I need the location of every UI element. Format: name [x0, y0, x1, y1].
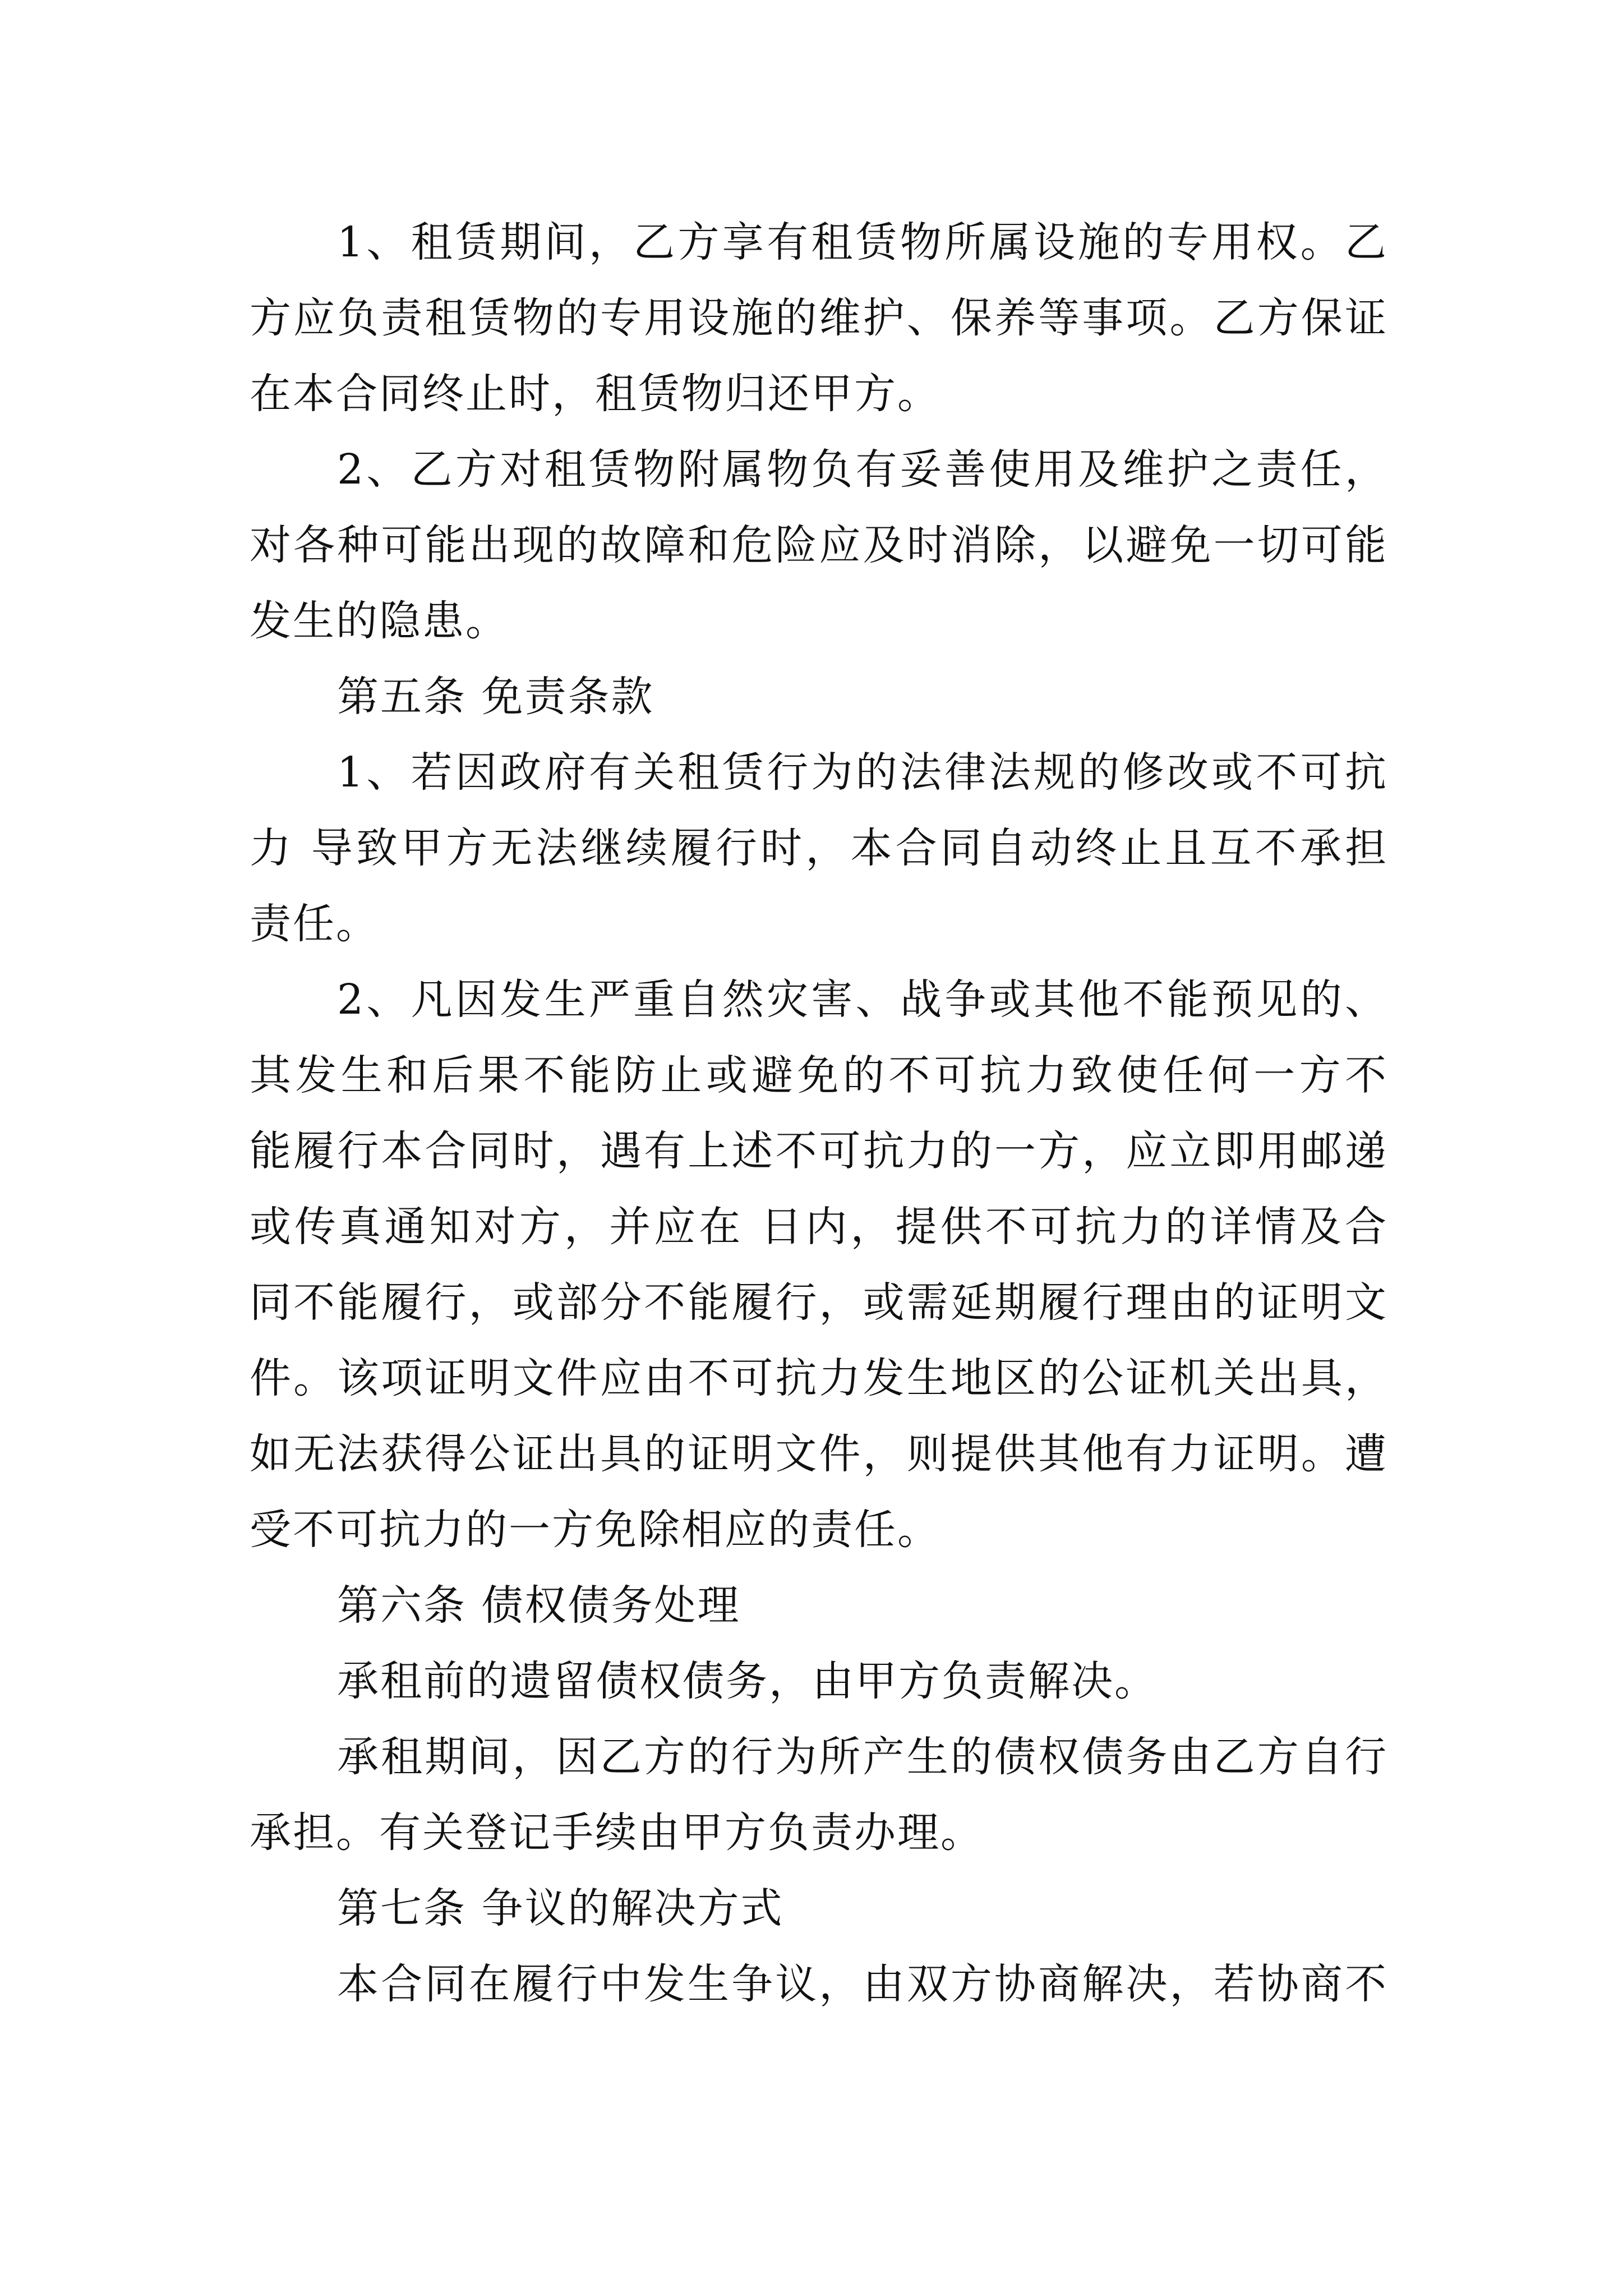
- text-line: 承担。有关登记手续由甲方负责办理。: [250, 1809, 984, 1857]
- text-line: 方应负责租赁物的专用设施的维护、保养等事项。乙方保证: [250, 294, 1388, 342]
- text-line: 发生的隐患。: [250, 597, 509, 645]
- text-line: 力 导致甲方无法继续履行时，本合同自动终止且互不承担: [250, 824, 1388, 872]
- text-line: 受不可抗力的一方免除相应的责任。: [250, 1506, 940, 1554]
- section-heading: 第七条 争议的解决方式: [337, 1884, 784, 1932]
- section-heading: 第六条 债权债务处理: [337, 1581, 741, 1630]
- text-line: 在本合同终止时，租赁物归还甲方。: [250, 370, 940, 418]
- text-line: 同不能履行，或部分不能履行，或需延期履行理由的证明文: [250, 1278, 1388, 1327]
- text-line: 对各种可能出现的故障和危险应及时消除，以避免一切可能: [250, 521, 1388, 569]
- text-line: 1、租赁期间，乙方享有租赁物所属设施的专用权。乙: [337, 218, 1388, 266]
- text-line: 能履行本合同时，遇有上述不可抗力的一方，应立即用邮递: [250, 1127, 1388, 1175]
- section-heading: 第五条 免责条款: [337, 673, 654, 721]
- text-line: 2、凡因发生严重自然灾害、战争或其他不能预见的、: [337, 976, 1388, 1024]
- text-line: 责任。: [250, 900, 379, 948]
- text-line: 承租前的遗留债权债务，由甲方负责解决。: [337, 1657, 1158, 1705]
- text-line: 2、乙方对租赁物附属物负有妥善使用及维护之责任，: [337, 445, 1388, 494]
- contract-text: [250, 205, 1388, 2022]
- text-line: 如无法获得公证出具的证明文件，则提供其他有力证明。遭: [250, 1430, 1388, 1478]
- text-line: 或传真通知对方，并应在 日内，提供不可抗力的详情及合: [250, 1203, 1388, 1251]
- text-line: 本合同在履行中发生争议，由双方协商解决，若协商不: [337, 1960, 1388, 2008]
- text-line: 其发生和后果不能防止或避免的不可抗力致使任何一方不: [250, 1051, 1388, 1099]
- text-line: 1、若因政府有关租赁行为的法律法规的修改或不可抗: [337, 748, 1388, 797]
- text-line: 承租期间，因乙方的行为所产生的债权债务由乙方自行: [337, 1733, 1388, 1781]
- text-line: 件。该项证明文件应由不可抗力发生地区的公证机关出具，: [250, 1354, 1388, 1402]
